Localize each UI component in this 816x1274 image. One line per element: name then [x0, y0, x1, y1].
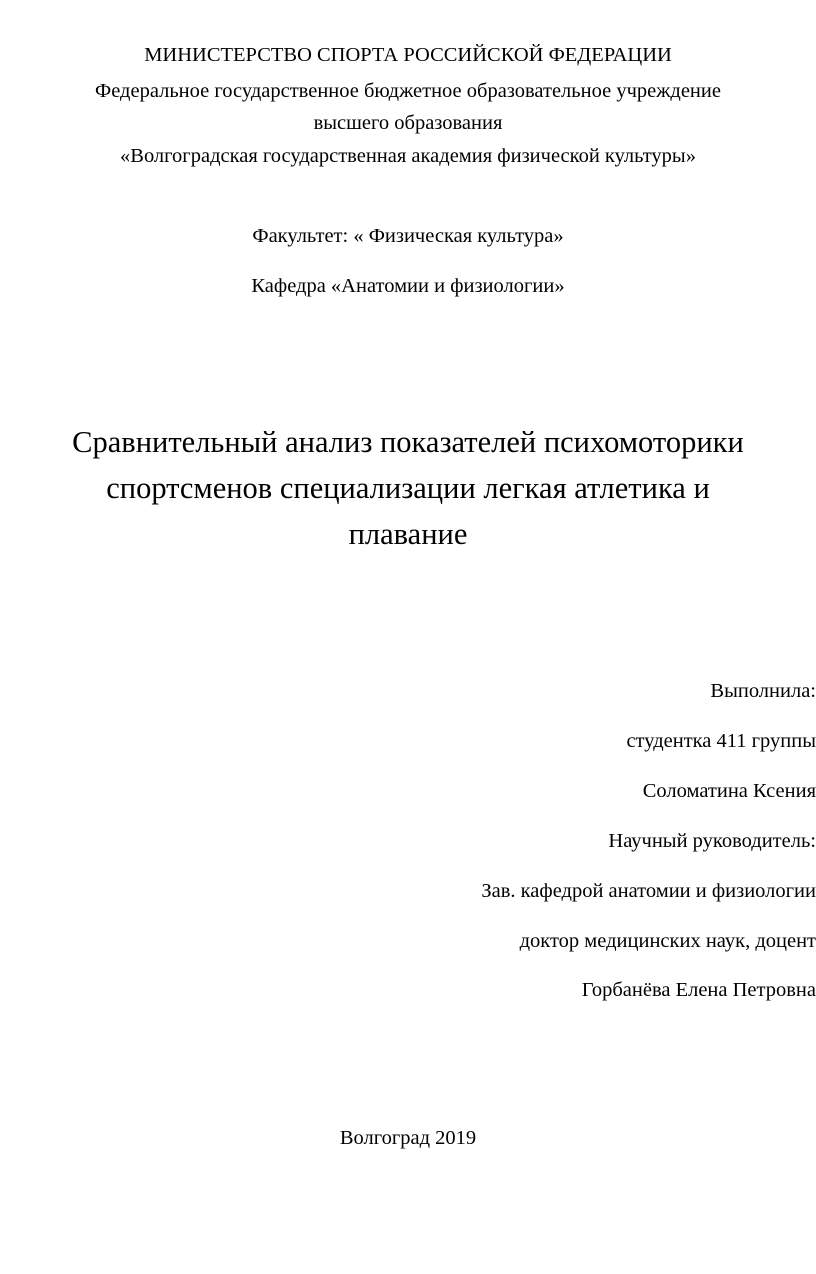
ministry-name: МИНИСТЕРСТВО СПОРТА РОССИЙСКОЙ ФЕДЕРАЦИИ — [144, 44, 672, 66]
city-year: Волгоград 2019 — [339, 1127, 477, 1149]
institution-level: высшего образования — [313, 112, 503, 134]
supervisor-degree: доктор медицинских наук, доцент — [519, 930, 816, 952]
performed-by-label: Выполнила: — [710, 680, 816, 702]
supervisor-name: Горбанёва Елена Петровна — [581, 979, 816, 1001]
institution-type: Федеральное государственное бюджетное образовательное учреждение — [95, 80, 721, 102]
supervisor-label: Научный руководитель: — [608, 830, 816, 852]
supervisor-position: Зав. кафедрой анатомии и физиологии — [481, 880, 816, 902]
work-title-line-1: Сравнительный анализ показателей психомоторики — [72, 425, 744, 459]
faculty-name: Факультет: « Физическая культура» — [252, 225, 564, 247]
student-group: студентка 411 группы — [626, 730, 816, 752]
student-name: Соломатина Ксения — [642, 780, 816, 802]
work-title-line-2: спортсменов специализации легкая атлетика и — [106, 471, 710, 505]
work-title-line-3: плавание — [348, 517, 468, 551]
academy-name: «Волгоградская государственная академия физической культуры» — [120, 145, 696, 167]
department-name: Кафедра «Анатомии и физиологии» — [251, 275, 565, 297]
